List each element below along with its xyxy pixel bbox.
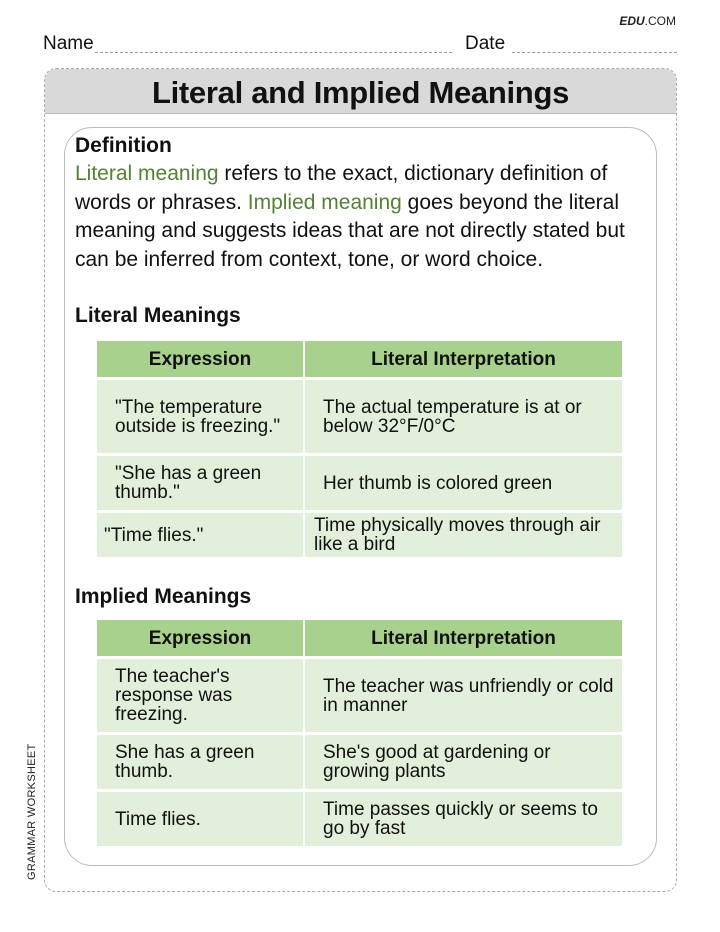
page-title: Literal and Implied Meanings: [45, 69, 676, 114]
implied-heading: Implied Meanings: [75, 585, 252, 608]
interpretation-cell: The teacher was unfriendly or cold in manner: [305, 659, 622, 732]
implied-table: [97, 617, 622, 849]
table-row: [97, 380, 622, 453]
column-header: Literal Interpretation: [305, 620, 622, 656]
side-label: GRAMMAR WORKSHEET: [26, 743, 38, 880]
expression-cell: "Time flies.": [97, 513, 305, 557]
date-label: Date: [465, 33, 506, 54]
table-row: [97, 792, 622, 846]
table-row: [97, 659, 622, 732]
interpretation-cell: The actual temperature is at or below 32°F/0°C: [305, 380, 622, 453]
table-row: [97, 735, 622, 789]
definition-text: Literal meaning refers to the exact, dictionary definition of words or phrases. Implied meaning goes beyond the literal meaning and suggests ideas that are not directly stated but can be inferred from context, tone, or word choice.: [75, 162, 625, 271]
column-header: Literal Interpretation: [305, 341, 622, 377]
expression-cell: She has a green thumb.: [97, 735, 305, 789]
brand-logo: EDU.COM: [619, 14, 676, 28]
expression-cell: "The temperature outside is freezing.": [97, 380, 305, 453]
definition-heading: Definition: [75, 134, 172, 157]
interpretation-cell: She's good at gardening or growing plants: [305, 735, 622, 789]
table-row: [97, 513, 622, 557]
interpretation-cell: Time physically moves through air like a bird: [305, 513, 622, 557]
column-header: Expression: [97, 620, 305, 656]
interpretation-cell: Time passes quickly or seems to go by fast: [305, 792, 622, 846]
expression-cell: Time flies.: [97, 792, 305, 846]
literal-table: [97, 338, 622, 560]
name-label: Name: [43, 33, 94, 54]
date-line[interactable]: [512, 52, 677, 53]
column-header: Expression: [97, 341, 305, 377]
expression-cell: "She has a green thumb.": [97, 456, 305, 510]
expression-cell: The teacher's response was freezing.: [97, 659, 305, 732]
literal-heading: Literal Meanings: [75, 304, 241, 327]
table-row: [97, 456, 622, 510]
name-line[interactable]: [95, 52, 452, 53]
interpretation-cell: Her thumb is colored green: [305, 456, 622, 510]
